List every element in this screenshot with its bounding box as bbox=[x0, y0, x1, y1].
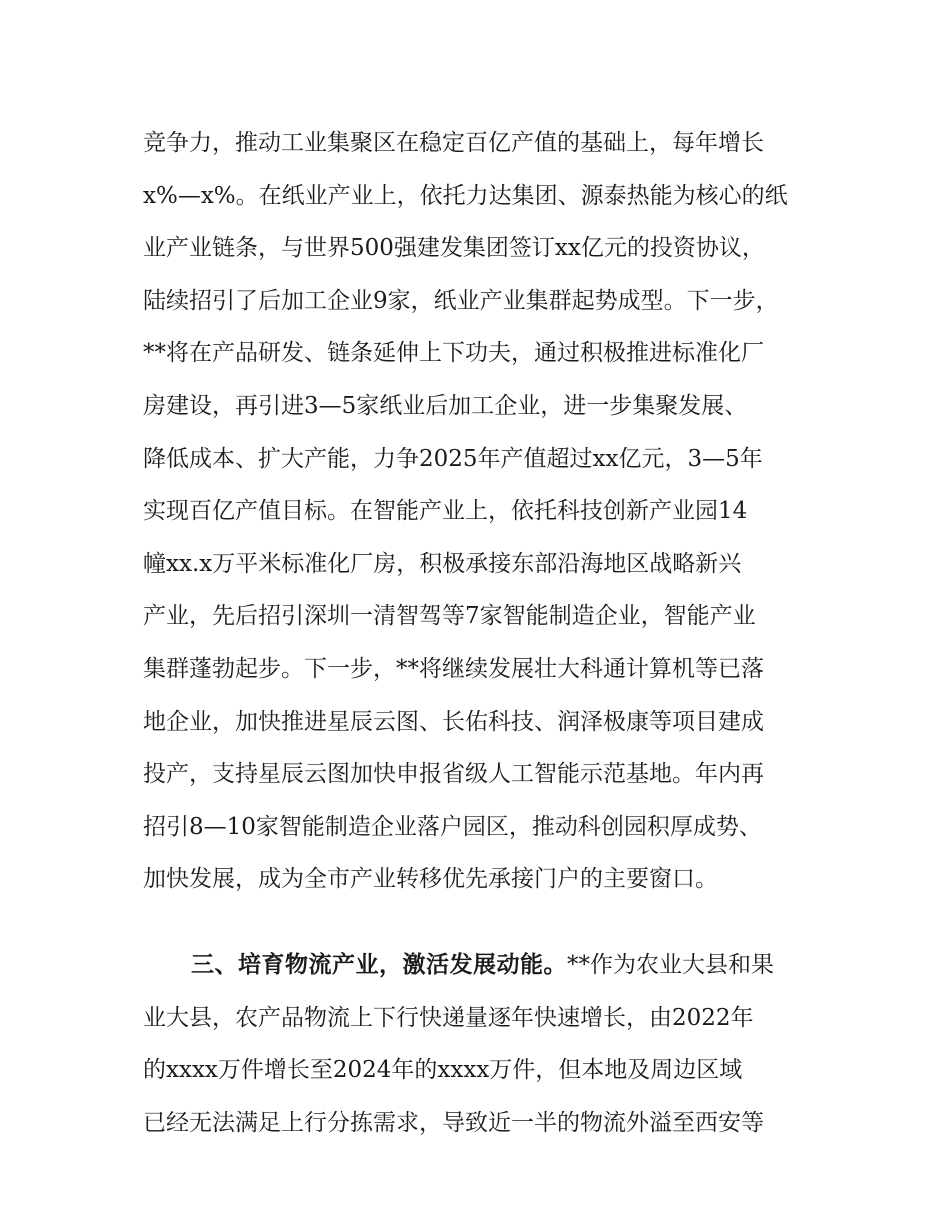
text-line: 已经无法满足上行分拣需求，导致近一半的物流外溢至西安等 bbox=[143, 1109, 764, 1136]
paragraph-logistics bbox=[143, 950, 823, 1160]
text-line: 加快发展，成为全市产业转移优先承接门户的主要窗口。 bbox=[143, 866, 718, 893]
paragraph-industry-clusters bbox=[143, 128, 823, 917]
text-line: 房建设，再引进3—5家纸业后加工企业，进一步集聚发展、 bbox=[143, 392, 748, 419]
text-line: 幢xx.x万平米标准化厂房，积极承接东部沿海地区战略新兴 bbox=[143, 550, 742, 577]
text-line: **将在产品研发、链条延伸上下功夫，通过积极推进标准化厂 bbox=[143, 340, 764, 367]
text-line: 实现百亿产值目标。在智能产业上，依托科技创新产业园14 bbox=[143, 498, 748, 525]
text-line-first bbox=[143, 950, 823, 1003]
text-line: 竞争力，推动工业集聚区在稳定百亿产值的基础上，每年增长 bbox=[143, 130, 764, 156]
text-line: x%—x%。在纸业产业上，依托力达集团、源泰热能为核心的纸 bbox=[143, 182, 788, 209]
text-line: 业大县，农产品物流上下行快递量逐年快速增长，由2022年 bbox=[143, 1004, 754, 1031]
text-line: 集群蓬勃起步。下一步，**将继续发展壮大科通计算机等已落 bbox=[143, 655, 764, 682]
section-heading: 三、培育物流产业，激活发展动能。 bbox=[191, 951, 567, 978]
text-line: 产业，先后招引深圳一清智驾等7家智能制造企业，智能产业 bbox=[143, 603, 756, 630]
text-line: 投产，支持星辰云图加快申报省级人工智能示范基地。年内再 bbox=[143, 761, 764, 788]
text-line: 降低成本、扩大产能，力争2025年产值超过xx亿元，3—5年 bbox=[143, 445, 763, 472]
text-line: 业产业链条，与世界500强建发集团签订xx亿元的投资协议， bbox=[143, 235, 765, 262]
text-run: **作为农业大县和果 bbox=[567, 952, 774, 978]
text-line: 陆续招引了后加工企业9家，纸业产业集群起势成型。下一步， bbox=[143, 287, 779, 314]
text-line: 招引8—10家智能制造企业落户园区，推动科创园积厚成势、 bbox=[143, 813, 762, 840]
text-line: 地企业，加快推进星辰云图、长佑科技、润泽极康等项目建成 bbox=[143, 708, 764, 735]
text-line: 的xxxx万件增长至2024年的xxxx万件，但本地及周边区域 bbox=[143, 1057, 743, 1084]
